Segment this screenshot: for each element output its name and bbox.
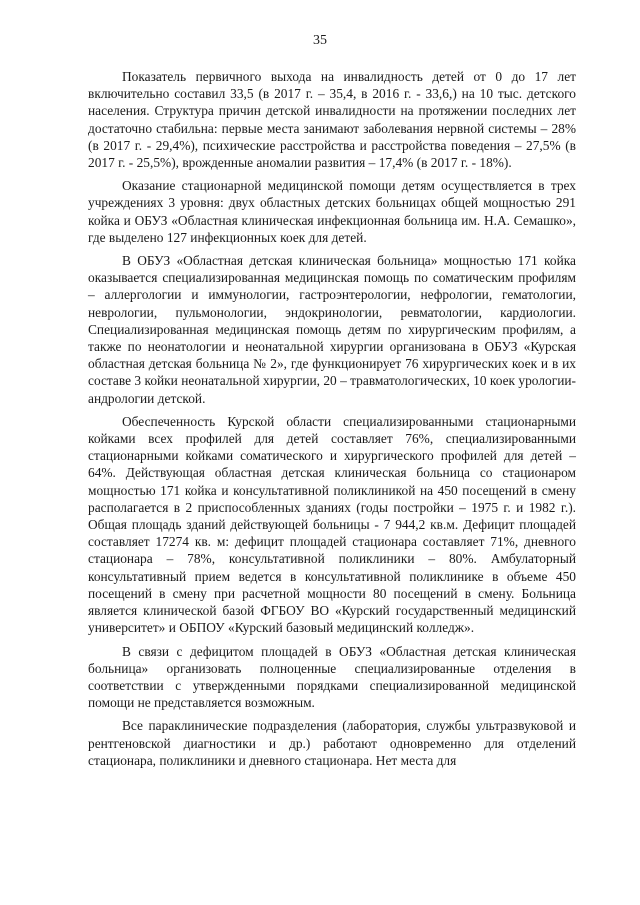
paragraph-space-deficit: В связи с дефицитом площадей в ОБУЗ «Областная детская клиническая больница» организовать полноценные специализированные отделения в соответствии с утвержденными порядками специализированной медицинской помощи не представляется возможным. [88,643,576,711]
paragraph-inpatient-care: Оказание стационарной медицинской помощи детям осуществляется в трех учреждениях 3 уровня: двух областных детских больницах общей мощностью 291 койка и ОБУЗ «Областная клиническая инфекционная больница им. Н.А. Семашко», где выделено 127 инфекционных коек для детей. [88,178,576,245]
paragraph-disability-rate: Показатель первичного выхода на инвалидность детей от 0 до 17 лет включительно составил 33,5 (в 2017 г. – 35,4, в 2016 г. - 33,6,) на 10 тыс. детского населения. Структура причин детской инвалидности на протяжении последних лет достаточно стабильна: первые места занимают заболевания нервной системы – 28% (в 2017 г. - 29,4%), психические расстройства и расстройства поведения – 27,5% (в 2017 г. - 25,5%), врожденные аномалии развития – 17,4% (в 2017 г. - 18%). [88,69,576,171]
paragraph-bed-provision: Обеспеченность Курской области специализированными стационарными койками всех профилей для детей составляет 76%, специализированными стационарными койками соматического и хирургического профилей для детей – 64%. Действующая областная детская клиническая больница со стационаром мощностью 171 койка и консультативной поликлиникой на 450 посещений в смену располагается в 2 приспособленных зданиях (годы постройки – 1975 г. и 1982 г.). Общая площадь зданий действующей больницы - 7 944,2 кв.м. Дефицит площадей составляет 17274 кв. м: дефицит площадей стационара составляет 71%, дневного стационара – 78%, консультативной поликлиники – 80%. Амбулаторный консультативный прием ведется в консультативной поликлинике в объеме 450 посещений в смену при расчетной мощности 80 посещений в смену. Больница является клинической базой ФГБОУ ВО «Курский государственный медицинский университет» и ОБПОУ «Курский базовый медицинский колледж». [88,413,576,636]
page-number: 35 [313,33,327,48]
body-text [88,68,576,769]
paragraph-paraclinical-units: Все параклинические подразделения (лаборатория, службы ультразвуковой и рентгеновской диагностики и др.) работают одновременно для отделений стационара, поликлиники и дневного стационара. Нет места для [88,718,576,768]
paragraph-regional-hospital: В ОБУЗ «Областная детская клиническая больница» мощностью 171 койка оказывается специализированная медицинская помощь по соматическим профилям – аллергологии и иммунологии, гастроэнтерологии, нефрологии, гематологии, неврологии, пульмонологии, эндокринологии, ревматологии, кардиологии. Специализированная медицинская помощь детям по хирургическим профилям, а также по неонатологии и неонатальной хирургии организована в ОБУЗ «Курская областная детская больница № 2», где функционирует 76 хирургических коек и в их составе 3 койки неонатальной хирургии, 20 – травматологических, 10 коек урологии-андрологии детской. [88,253,576,406]
